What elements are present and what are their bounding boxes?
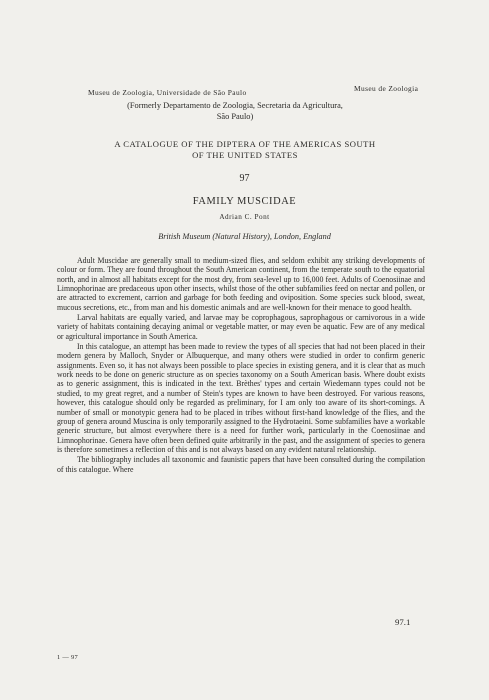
author-affiliation: British Museum (Natural History), London, England: [158, 232, 331, 241]
catalogue-title-line-1: A CATALOGUE OF THE DIPTERA OF THE AMERICAS SOUTH: [114, 139, 376, 149]
museum-affiliation: Museu de Zoologia, Universidade de São Paulo: [88, 88, 247, 97]
paragraph: In this catalogue, an attempt has been made to review the types of all species that had not been placed in their modern genera by Malloch, Snyder or Albuquerque, and many others were studied in order to confirm generic assignments. Even so, it has not always been possible to place species in existing genera, and it is clear that as much work needs to be done on generic structure as on species taxonomy on a South American basis. Where doubt exists as to generic assignment, this is indicated in the text. Brèthes' types and certain Wiedemann types could not be studied, to my great regret, and a number of Stein's types are known to have been destroyed. For various reasons, however, this catalogue should only be regarded as preliminary, for I am only too aware of its short-comings. A number of small or monotypic genera had to be placed in tribes without first-hand knowledge of the flies, and the group of genera around Muscina is only temporarily assigned to the Hydrotaeini. Some subfamilies have a workable generic structure, but almost everywhere there is a need for further work, particularly in the Coenosiinae and Limnophorinae. Genera have often been defined quite arbitrarily in the past, and the assignment of species to genera is therefore sometimes a reflection of this and is not always based on any evident natural relationship.: [57, 342, 425, 454]
former-affiliation-line-1: (Formerly Departamento de Zoologia, Secretaria da Agricultura,: [127, 101, 343, 110]
body-text: [57, 256, 425, 475]
page-number: 97.1: [395, 617, 411, 627]
family-heading: FAMILY MUSCIDAE: [192, 196, 297, 207]
family-number: 97: [239, 173, 250, 184]
catalogue-title-line-2: OF THE UNITED STATES: [192, 149, 298, 160]
paragraph: The bibliography includes all taxonomic and faunistic papers that have been consulted during the compilation of this catalogue. Where: [57, 455, 425, 474]
former-affiliation: [90, 100, 380, 122]
author-name: Adrian C. Pont: [219, 213, 270, 221]
former-affiliation-line-2: São Paulo): [216, 112, 254, 121]
paragraph: Larval habitats are equally varied, and larvae may be coprophagous, saprophagous or carnivorous in a wide variety of habitats containing decaying animal or vegetable matter, or may even be aquatic. Few are of any medical or agricultural importance in South America.: [57, 313, 425, 341]
paragraph: Adult Muscidae are generally small to medium-sized flies, and seldom exhibit any striking developments of colour or form. They are found throughout the South American continent, from the temperate south to the equatorial north, and in almost all habitats except for the most dry, from sea-level up to 16,000 feet. Adults of Coenosiinae and Limnophorinae are predaceous upon other insects, whilst those of the other subfamilies feed on nectar and pollen, or are attracted to excrement, carrion and garbage for both feeding and oviposition. Some species suck blood, sweat, mucous secretions, etc., from man and his domestic animals and are well-known for their menace to good health.: [57, 256, 425, 312]
footer-signature: 1 — 97: [57, 654, 78, 661]
museum-stamp-text: Museu de Zoologia: [354, 84, 419, 93]
catalogue-title: [60, 139, 430, 160]
